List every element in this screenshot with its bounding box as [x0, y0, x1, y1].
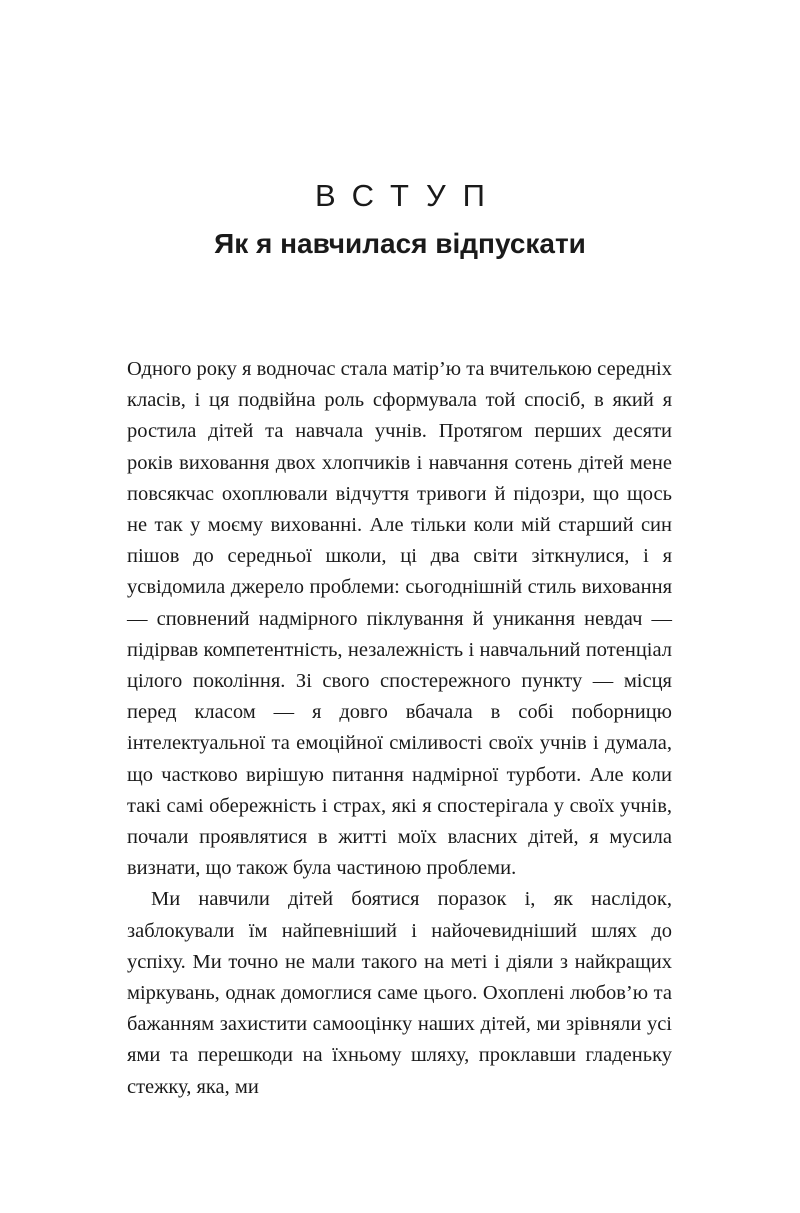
chapter-title: Як я навчилася відпускати [214, 228, 586, 259]
paragraph-2: Ми навчили дітей боятися поразок і, як наслідок, заблокували їм найпевніший і найочевидніший шлях до успіху. Ми точно не мали такого на меті і діяли з найкращих міркувань, однак домоглися саме цього. Охоплені любов’ю та бажанням захистити самооцінку наших дітей, ми зрівняли усі ями та перешкоди на їхньому шляху, проклавши гладеньку стежку, яка, ми [127, 888, 672, 1098]
paragraph-1: Одного року я водночас стала матір’ю та вчителькою середніх класів, і ця подвійна роль сформувала той спосіб, в який я ростила дітей та навчала учнів. Протягом перших десяти років виховання двох хлопчиків і навчання сотень дітей мене повсякчас охоплювали відчуття тривоги й підозри, що щось не так у моєму вихованні. Але тільки коли мій старший син пішов до середньої школи, ці два світи зіткнулися, і я усвідомила джерело проблеми: сьогоднішній стиль виховання — сповнений надмірного піклування й уникання невдач — підірвав компетентність, незалежність і навчальний потенціал цілого покоління. Зі свого спостережного пункту — місця перед класом — я довго вбачала в собі поборницю інтелектуальної та емоційної сміливості своїх учнів і думала, що частково вирішую питання надмірної турботи. Але коли такі самі обережність і страх, які я спостерігала у своїх учнів, почали проявлятися в житті моїх власних дітей, я мусила визнати, що також була частиною проблеми. [127, 358, 672, 880]
body-text [127, 354, 672, 1103]
chapter-label: ВСТУП [315, 178, 502, 213]
